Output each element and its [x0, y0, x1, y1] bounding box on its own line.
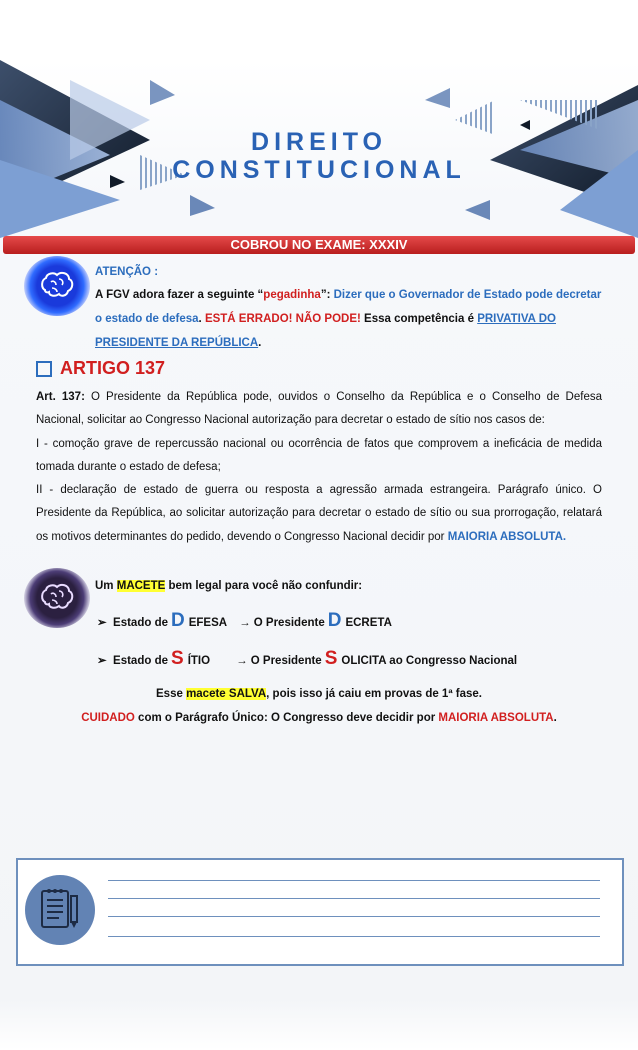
macete-intro: Um MACETE bem legal para você não confundir: — [95, 580, 363, 592]
article-inciso-2: II - declaração de estado de guerra ou resposta a agressão armada estrangeira. Parágrafo único. O Presidente da República, ao solicitar autorização para decretar o estado de sítio ou sua prorrogação, relatará os motivos determinantes do pedido, devendo o Congresso Nacional decidir por MAIORIA ABSOLUTA. — [36, 484, 602, 543]
note-line — [108, 936, 600, 937]
attention-label: ATENÇÃO : — [95, 266, 159, 278]
note-line — [108, 898, 600, 899]
note-line — [108, 880, 600, 881]
article-caput: Art. 137: O Presidente da República pode, ouvidos o Conselho da República e o Conselho de Defesa Nacional, solicitar ao Congresso Nacional autorização para decretar o estado de sítio nos casos de: — [36, 391, 602, 427]
article-text — [36, 386, 602, 549]
exam-banner: COBROU NO EXAME: XXXIV — [3, 236, 635, 254]
checkbox-icon — [36, 361, 52, 377]
notepad-icon — [25, 875, 95, 945]
brain-icon — [24, 256, 90, 316]
title-line-2: CONSTITUCIONAL — [172, 156, 466, 184]
article-heading — [36, 358, 165, 379]
article-heading-text: ARTIGO 137 — [60, 358, 166, 378]
brain-icon — [24, 568, 90, 628]
notes-box — [16, 858, 624, 966]
macete-cuidado: CUIDADO com o Parágrafo Único: O Congresso deve decidir por MAIORIA ABSOLUTA. — [81, 712, 557, 724]
article-inciso-1: I - comoção grave de repercussão nacional ou ocorrência de fatos que comprovem a ineficácia de medida tomada durante o estado de defesa; — [36, 437, 602, 473]
title-line-1: DIREITO — [251, 128, 387, 156]
note-line — [108, 916, 600, 917]
arrowhead-icon: ➢ — [97, 655, 114, 667]
attention-text: A FGV adora fazer a seguinte “pegadinha”: Dizer que o Governador de Estado pode decretar o estado de defesa. ESTÁ ERRADO! NÃO PODE! Essa competência é PRIVATIVA DO PRESIDENTE DA REPÚBLICA. — [95, 289, 602, 349]
arrowhead-icon: ➢ — [97, 617, 114, 629]
macete-bullet-sitio: ➢ Estado de S ÍTIO → O Presidente S OLICITA ao Congresso Nacional — [97, 648, 518, 669]
macete-salva: Esse macete SALVA, pois isso já caiu em provas de 1ª fase. — [156, 688, 482, 700]
macete-bullet-defesa: ➢ Estado de D EFESA → O Presidente D ECRETA — [97, 610, 392, 631]
